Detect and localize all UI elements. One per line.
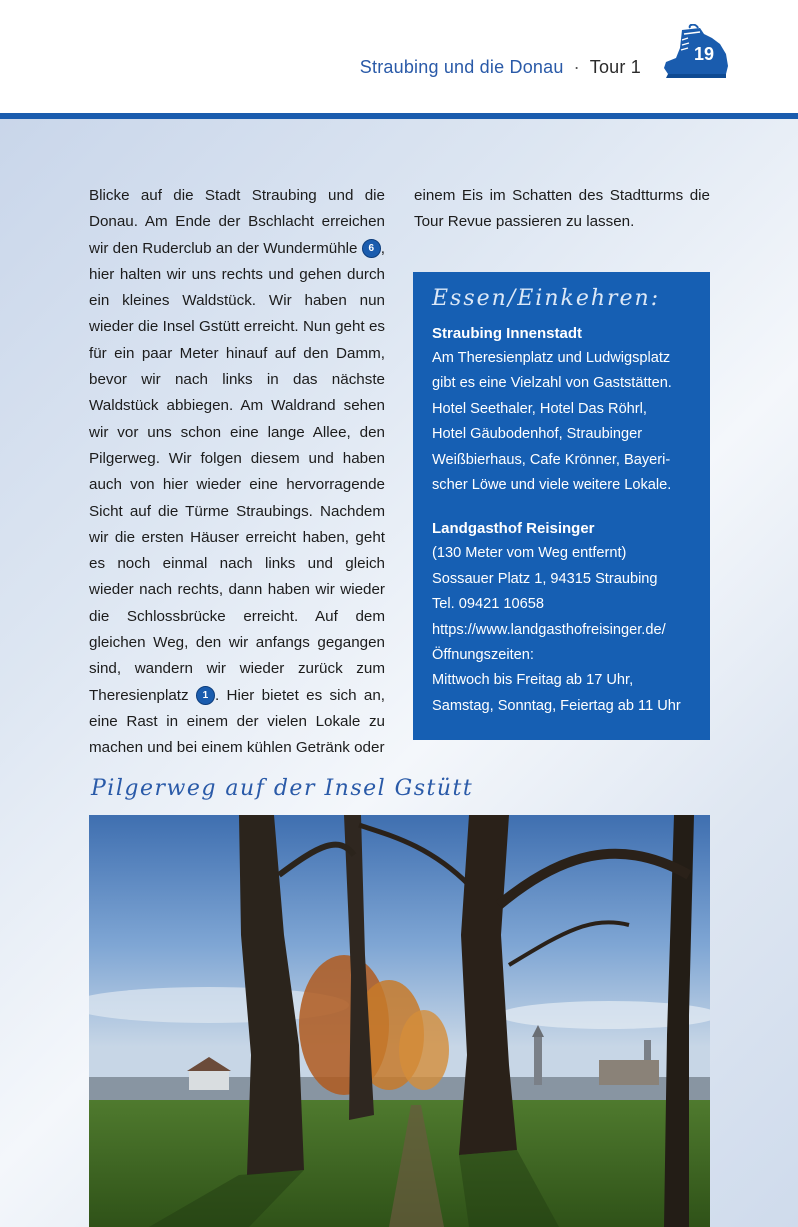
body-text-right-column: einem Eis im Schatten des Stadtturms die Tour Revue passieren zu lassen. [414, 187, 710, 231]
body-text-segment: , hier halten wir uns rechts und gehen durch ein kleines Waldstück. Wir haben nun wieder die Insel Gstütt erreicht. Nun geht es für ein paar Meter hinauf auf den Damm, bevor wir nach links in das nächste Waldstück abbiegen. Am Waldrand sehen wir vor uns schon eine lange Allee, den Pilgerweg. Wir folgen diesem und haben auch von hier wieder eine hervorragende Sicht auf die Türme Straubings. Nachdem wir die ersten Häuser erreicht haben, geht es noch einmal nach links und gleich wieder nach rechts, dann haben wir wieder die Schlossbrücke erreicht. Auf dem gleichen Weg, den wir anfangs gegangen sind, wandern wir wieder zurück zum Theresienplatz [89, 239, 385, 704]
running-title [360, 57, 641, 78]
infobox-title: Essen/Einkehren: [432, 286, 661, 311]
tour-label: Tour 1 [589, 57, 641, 77]
avenue-photo [89, 815, 710, 1227]
section-heading: Landgasthof Reisinger [432, 520, 595, 538]
opening-hours-label: Öffnungszeiten: [432, 647, 534, 664]
body-text-left-column [89, 183, 385, 762]
infobox-section-reisinger [432, 516, 694, 719]
info-line: gibt es eine Vielzahl von Gaststätten. [432, 375, 672, 392]
infobox-section-innenstadt [432, 321, 694, 498]
info-line: (130 Meter vom Weg entfernt) [432, 545, 627, 562]
page-header [0, 0, 798, 114]
page-number-badge [660, 24, 732, 80]
page-number: 19 [693, 44, 715, 64]
title-separator: · [573, 57, 580, 77]
section-heading: Straubing Innenstadt [432, 325, 582, 342]
website-link[interactable]: https://www.landgasthofreisinger.de/ [432, 621, 666, 638]
info-line: Hotel Gäubodenhof, Straubinger [432, 426, 643, 443]
route-marker: 1 [196, 686, 215, 705]
food-info-box [413, 272, 710, 740]
info-line: Weißbierhaus, Cafe Krönner, Bayeri- [432, 451, 671, 468]
opening-hours-line: Samstag, Sonntag, Feiertag ab 11 Uhr [432, 697, 681, 714]
info-line: Am Theresienplatz und Ludwigsplatz [432, 350, 671, 366]
body-text-segment: Blicke auf die Stadt Straubing und die Donau. Am Ende der Bschlacht erreichen wir den Ruderclub an der Wundermühle [89, 187, 385, 257]
phone-line: Tel. 09421 10658 [432, 596, 544, 613]
body-text-segment: . Hier bietet es sich an, eine Rast in einem der vielen Lokale zu machen und bei einem kühlen Getränk oder [89, 686, 385, 757]
info-line: scher Löwe und viele weitere Lokale. [432, 477, 672, 494]
chapter-title: Straubing und die Donau [359, 57, 564, 77]
opening-hours-line: Mittwoch bis Freitag ab 17 Uhr, [432, 672, 634, 689]
info-line: Hotel Seethaler, Hotel Das Röhrl, [432, 400, 647, 417]
route-marker: 6 [362, 239, 381, 258]
photo-caption: Pilgerweg auf der Insel Gstütt [91, 776, 474, 801]
address-line: Sossauer Platz 1, 94315 Straubing [432, 570, 658, 587]
